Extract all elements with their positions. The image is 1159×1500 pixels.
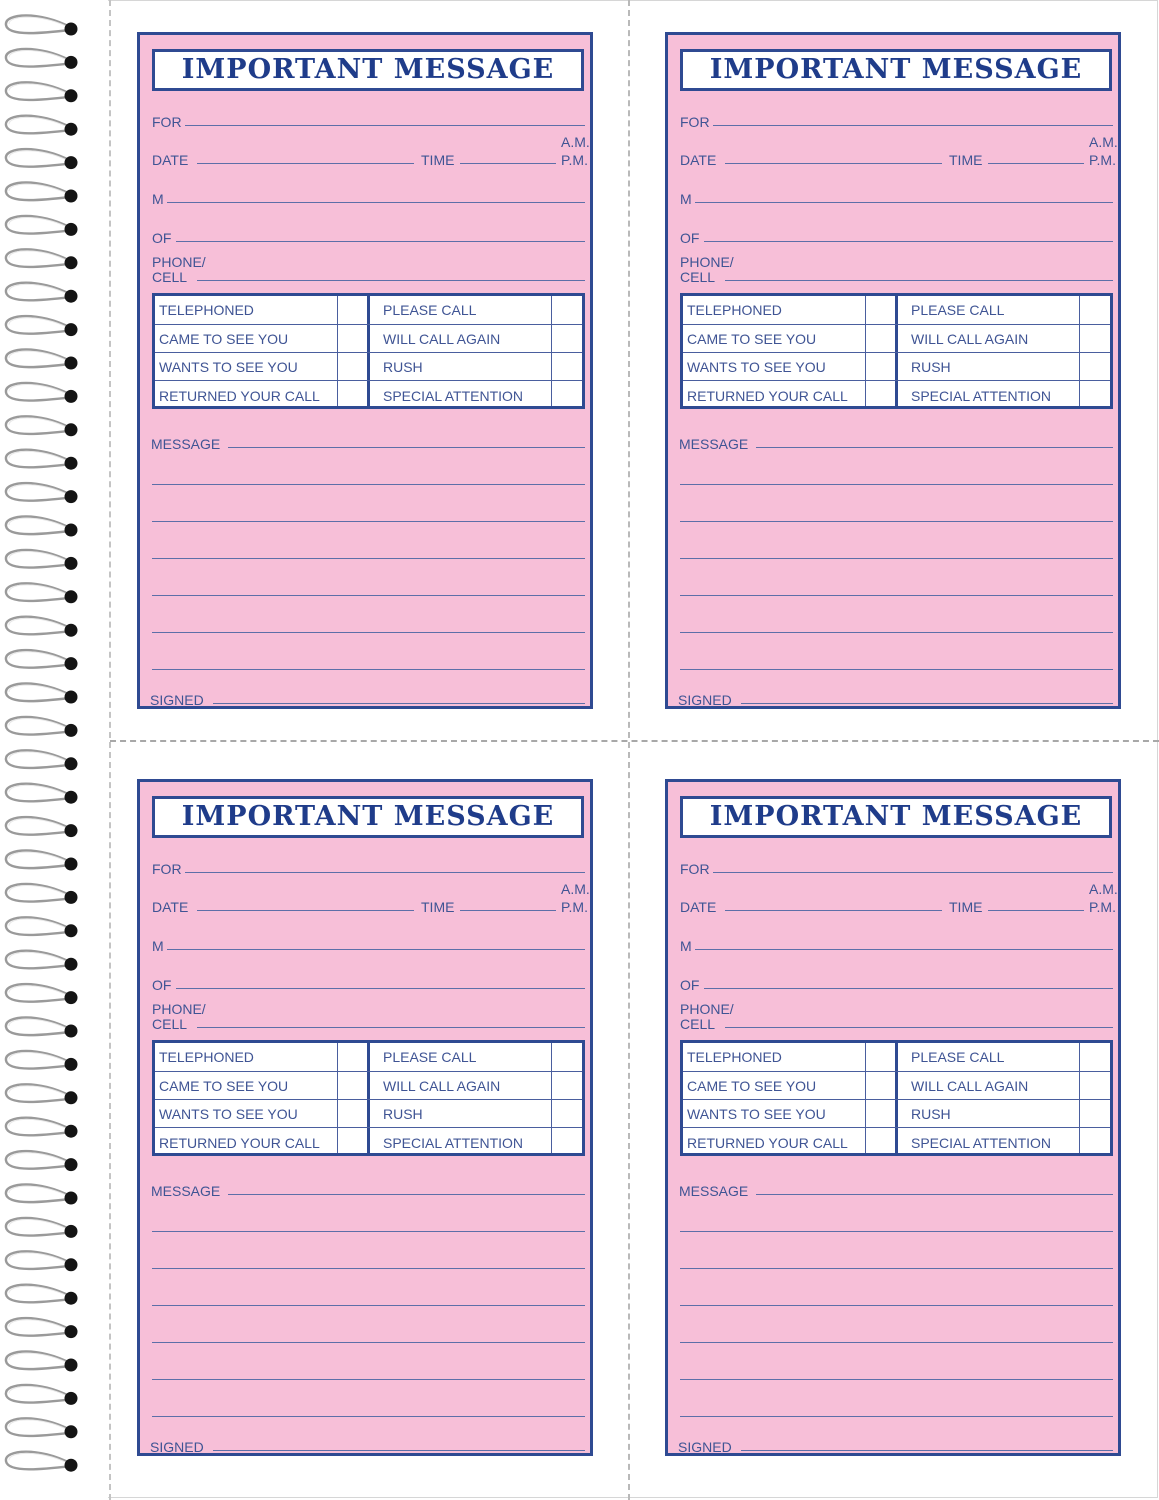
checkbox-label: WANTS TO SEE YOU	[687, 1106, 826, 1122]
grid-divider	[367, 296, 370, 406]
checkbox-box[interactable]	[552, 1043, 582, 1070]
spiral-coil	[6, 517, 78, 537]
spiral-coil	[6, 216, 78, 236]
checkbox-box[interactable]	[338, 1043, 366, 1070]
grid-row-divider	[155, 380, 582, 381]
checkbox-box[interactable]	[552, 380, 582, 407]
checkbox-label: WILL CALL AGAIN	[911, 330, 1029, 347]
checkbox-box[interactable]	[1080, 1099, 1110, 1126]
checkbox-box[interactable]	[866, 1099, 894, 1126]
checkbox-box[interactable]	[338, 1127, 366, 1154]
message-blank-line[interactable]	[680, 1231, 1113, 1232]
for-line[interactable]	[185, 125, 585, 126]
phone-label: PHONE/	[680, 254, 734, 270]
signed-label: SIGNED	[678, 1439, 732, 1455]
checkbox-label: RUSH	[911, 1106, 951, 1122]
message-line[interactable]	[756, 1194, 1113, 1195]
checkbox-label: CAME TO SEE YOU	[687, 1077, 817, 1094]
grid-row-divider	[683, 1099, 1110, 1100]
date-line[interactable]	[197, 163, 414, 164]
m-line[interactable]	[695, 949, 1113, 950]
spiral-coil	[6, 49, 78, 69]
spiral-coil	[6, 650, 78, 670]
checkbox-label: PLEASE CALL	[383, 1049, 477, 1065]
of-line[interactable]	[704, 988, 1113, 989]
checkbox-label: RETURNED YOUR CALL	[159, 387, 320, 404]
checkbox-box[interactable]	[1080, 1127, 1110, 1154]
grid-divider	[895, 296, 898, 406]
date-line[interactable]	[197, 910, 414, 911]
date-label: DATE	[680, 152, 717, 168]
signed-label: SIGNED	[150, 692, 204, 708]
perforation-horizontal	[110, 740, 1159, 742]
checkbox-label: TELEPHONED	[159, 302, 254, 318]
grid-row-divider	[155, 352, 582, 353]
spiral-coil	[6, 1018, 78, 1038]
spiral-coil	[6, 851, 78, 871]
checkbox-box[interactable]	[1080, 1071, 1110, 1098]
date-label: DATE	[680, 899, 717, 915]
spiral-coil	[6, 350, 78, 370]
signed-label: SIGNED	[150, 1439, 204, 1455]
cell-label: CELL	[680, 269, 716, 285]
signed-line[interactable]	[741, 703, 1113, 704]
message-blank-line[interactable]	[152, 1231, 585, 1232]
spiral-coil	[6, 717, 78, 737]
message-line[interactable]	[756, 447, 1113, 448]
signed-line[interactable]	[213, 703, 585, 704]
time-label: TIME	[421, 152, 455, 168]
spiral-coil	[6, 951, 78, 971]
spiral-coil	[6, 617, 78, 637]
perforation-vertical	[628, 0, 630, 1500]
message-blank-line[interactable]	[152, 669, 585, 670]
checkbox-label: WILL CALL AGAIN	[383, 330, 501, 347]
of-label: OF	[152, 230, 172, 246]
of-line[interactable]	[704, 241, 1113, 242]
signed-line[interactable]	[213, 1450, 585, 1451]
checkbox-box[interactable]	[1080, 380, 1110, 407]
spiral-coil	[6, 116, 78, 136]
spiral-coil	[6, 183, 78, 203]
for-label: FOR	[680, 114, 710, 130]
spiral-coil	[6, 82, 78, 102]
for-label: FOR	[152, 114, 182, 130]
am-label: A.M.	[1089, 134, 1118, 150]
checkbox-label: RUSH	[383, 1106, 423, 1122]
checkbox-box[interactable]	[1080, 324, 1110, 351]
grid-row-divider	[683, 1071, 1110, 1072]
spiral-coil	[6, 249, 78, 269]
m-label: M	[152, 191, 164, 207]
message-blank-line[interactable]	[152, 1342, 585, 1343]
checkbox-box[interactable]	[1080, 1043, 1110, 1070]
checkbox-box[interactable]	[866, 1043, 894, 1070]
checkbox-box[interactable]	[552, 296, 582, 323]
message-line[interactable]	[228, 1194, 585, 1195]
checkbox-label: WANTS TO SEE YOU	[687, 359, 826, 375]
spiral-coil	[6, 416, 78, 436]
checkbox-box[interactable]	[338, 352, 366, 379]
time-line[interactable]	[988, 910, 1084, 911]
checkbox-label: RETURNED YOUR CALL	[687, 1134, 848, 1151]
of-label: OF	[152, 977, 172, 993]
date-line[interactable]	[725, 910, 942, 911]
spiral-coil	[6, 984, 78, 1004]
time-label: TIME	[949, 152, 983, 168]
checkbox-label: PLEASE CALL	[383, 302, 477, 318]
time-line[interactable]	[460, 163, 556, 164]
cell-label: CELL	[680, 1016, 716, 1032]
spiral-coil	[6, 383, 78, 403]
spiral-coil	[6, 1418, 78, 1438]
phone-label: PHONE/	[152, 254, 206, 270]
checkbox-label: CAME TO SEE YOU	[159, 330, 289, 347]
message-blank-line[interactable]	[152, 484, 585, 485]
checkbox-grid	[680, 1040, 1113, 1156]
checkbox-label: RETURNED YOUR CALL	[159, 1134, 320, 1151]
phone-cell-line[interactable]	[725, 280, 1113, 281]
spiral-coil	[6, 16, 78, 36]
message-blank-line[interactable]	[152, 1305, 585, 1306]
checkbox-label: RETURNED YOUR CALL	[687, 387, 848, 404]
spiral-coil	[6, 1084, 78, 1104]
spiral-coil	[6, 316, 78, 336]
checkbox-label: SPECIAL ATTENTION	[911, 1134, 1052, 1151]
message-slip	[137, 779, 593, 1456]
checkbox-box[interactable]	[866, 1071, 894, 1098]
phone-label: PHONE/	[680, 1001, 734, 1017]
spiral-coil	[6, 550, 78, 570]
spiral-coil	[6, 1452, 78, 1472]
of-line[interactable]	[176, 241, 585, 242]
spiral-coil	[6, 149, 78, 169]
date-label: DATE	[152, 899, 189, 915]
phone-cell-line[interactable]	[197, 1027, 585, 1028]
grid-row-divider	[683, 380, 1110, 381]
signed-label: SIGNED	[678, 692, 732, 708]
checkbox-label: SPECIAL ATTENTION	[383, 1134, 524, 1151]
time-label: TIME	[421, 899, 455, 915]
message-blank-line[interactable]	[680, 558, 1113, 559]
checkbox-box[interactable]	[338, 1071, 366, 1098]
of-line[interactable]	[176, 988, 585, 989]
checkbox-grid	[152, 1040, 585, 1156]
pm-label: P.M.	[1089, 152, 1116, 168]
spiral-coil	[6, 450, 78, 470]
grid-row-divider	[155, 1071, 582, 1072]
spiral-coil	[6, 1151, 78, 1171]
slip-title: IMPORTANT MESSAGE	[680, 796, 1112, 838]
message-blank-line[interactable]	[680, 595, 1113, 596]
m-line[interactable]	[167, 949, 585, 950]
checkbox-label: PLEASE CALL	[911, 1049, 1005, 1065]
for-label: FOR	[680, 861, 710, 877]
am-label: A.M.	[561, 134, 590, 150]
m-label: M	[680, 938, 692, 954]
checkbox-label: WANTS TO SEE YOU	[159, 359, 298, 375]
message-blank-line[interactable]	[152, 1268, 585, 1269]
message-blank-line[interactable]	[680, 1379, 1113, 1380]
checkbox-box[interactable]	[552, 1071, 582, 1098]
spiral-coil	[6, 784, 78, 804]
spiral-coil	[6, 483, 78, 503]
checkbox-label: RUSH	[911, 359, 951, 375]
time-label: TIME	[949, 899, 983, 915]
checkbox-label: SPECIAL ATTENTION	[383, 387, 524, 404]
message-blank-line[interactable]	[152, 632, 585, 633]
phone-cell-line[interactable]	[197, 280, 585, 281]
time-line[interactable]	[460, 910, 556, 911]
checkbox-label: CAME TO SEE YOU	[687, 330, 817, 347]
checkbox-label: WILL CALL AGAIN	[911, 1077, 1029, 1094]
grid-row-divider	[683, 324, 1110, 325]
spiral-coil	[6, 1318, 78, 1338]
message-blank-line[interactable]	[152, 1416, 585, 1417]
spiral-coil	[6, 1251, 78, 1271]
message-slip	[665, 779, 1121, 1456]
checkbox-box[interactable]	[1080, 296, 1110, 323]
checkbox-box[interactable]	[1080, 352, 1110, 379]
checkbox-box[interactable]	[866, 352, 894, 379]
slip-title: IMPORTANT MESSAGE	[680, 49, 1112, 91]
message-blank-line[interactable]	[152, 558, 585, 559]
checkbox-label: WANTS TO SEE YOU	[159, 1106, 298, 1122]
checkbox-box[interactable]	[866, 296, 894, 323]
grid-row-divider	[683, 1127, 1110, 1128]
checkbox-label: RUSH	[383, 359, 423, 375]
pm-label: P.M.	[561, 152, 588, 168]
checkbox-grid	[680, 293, 1113, 409]
checkbox-label: PLEASE CALL	[911, 302, 1005, 318]
message-label: MESSAGE	[679, 436, 749, 452]
spiral-coil	[6, 1218, 78, 1238]
cell-label: CELL	[152, 269, 188, 285]
message-blank-line[interactable]	[152, 521, 585, 522]
checkbox-box[interactable]	[338, 380, 366, 407]
spiral-coil	[6, 884, 78, 904]
perforation-left	[109, 0, 111, 1500]
checkbox-grid	[152, 293, 585, 409]
slip-title: IMPORTANT MESSAGE	[152, 49, 584, 91]
message-slip	[137, 32, 593, 709]
checkbox-box[interactable]	[552, 352, 582, 379]
date-line[interactable]	[725, 163, 942, 164]
grid-row-divider	[155, 324, 582, 325]
am-label: A.M.	[561, 881, 590, 897]
grid-divider	[367, 1043, 370, 1153]
checkbox-box[interactable]	[866, 1127, 894, 1154]
checkbox-box[interactable]	[338, 296, 366, 323]
checkbox-label: TELEPHONED	[687, 1049, 782, 1065]
checkbox-box[interactable]	[338, 1099, 366, 1126]
checkbox-label: CAME TO SEE YOU	[159, 1077, 289, 1094]
spiral-coil	[6, 1185, 78, 1205]
pm-label: P.M.	[1089, 899, 1116, 915]
cell-label: CELL	[152, 1016, 188, 1032]
of-label: OF	[680, 977, 700, 993]
checkbox-label: WILL CALL AGAIN	[383, 1077, 501, 1094]
date-label: DATE	[152, 152, 189, 168]
m-label: M	[680, 191, 692, 207]
checkbox-label: SPECIAL ATTENTION	[911, 387, 1052, 404]
message-blank-line[interactable]	[680, 484, 1113, 485]
checkbox-box[interactable]	[552, 1127, 582, 1154]
for-line[interactable]	[185, 872, 585, 873]
message-blank-line[interactable]	[680, 1305, 1113, 1306]
checkbox-label: TELEPHONED	[159, 1049, 254, 1065]
for-line[interactable]	[713, 125, 1113, 126]
m-label: M	[152, 938, 164, 954]
message-blank-line[interactable]	[680, 521, 1113, 522]
message-slip	[665, 32, 1121, 709]
m-line[interactable]	[167, 202, 585, 203]
message-blank-line[interactable]	[680, 1416, 1113, 1417]
checkbox-box[interactable]	[866, 380, 894, 407]
checkbox-box[interactable]	[338, 324, 366, 351]
spiral-binding	[0, 0, 90, 1500]
spiral-coil	[6, 917, 78, 937]
message-label: MESSAGE	[151, 436, 221, 452]
am-label: A.M.	[1089, 881, 1118, 897]
spiral-coil	[6, 283, 78, 303]
pm-label: P.M.	[561, 899, 588, 915]
message-blank-line[interactable]	[152, 1379, 585, 1380]
checkbox-box[interactable]	[552, 324, 582, 351]
for-label: FOR	[152, 861, 182, 877]
spiral-coil	[6, 1352, 78, 1372]
spiral-coil	[6, 750, 78, 770]
m-line[interactable]	[695, 202, 1113, 203]
checkbox-box[interactable]	[552, 1099, 582, 1126]
spiral-coil	[6, 1385, 78, 1405]
message-label: MESSAGE	[679, 1183, 749, 1199]
message-blank-line[interactable]	[680, 1268, 1113, 1269]
for-line[interactable]	[713, 872, 1113, 873]
spiral-coil	[6, 1118, 78, 1138]
message-blank-line[interactable]	[680, 669, 1113, 670]
of-label: OF	[680, 230, 700, 246]
grid-row-divider	[155, 1127, 582, 1128]
spiral-coil	[6, 1285, 78, 1305]
spiral-coil	[6, 684, 78, 704]
grid-row-divider	[683, 352, 1110, 353]
time-line[interactable]	[988, 163, 1084, 164]
spiral-coil	[6, 1051, 78, 1071]
message-blank-line[interactable]	[680, 632, 1113, 633]
grid-row-divider	[155, 1099, 582, 1100]
message-blank-line[interactable]	[152, 595, 585, 596]
phone-cell-line[interactable]	[725, 1027, 1113, 1028]
slip-title: IMPORTANT MESSAGE	[152, 796, 584, 838]
spiral-coil	[6, 583, 78, 603]
phone-label: PHONE/	[152, 1001, 206, 1017]
message-label: MESSAGE	[151, 1183, 221, 1199]
message-blank-line[interactable]	[680, 1342, 1113, 1343]
signed-line[interactable]	[741, 1450, 1113, 1451]
spiral-coil	[6, 817, 78, 837]
checkbox-box[interactable]	[866, 324, 894, 351]
message-line[interactable]	[228, 447, 585, 448]
grid-divider	[895, 1043, 898, 1153]
checkbox-label: TELEPHONED	[687, 302, 782, 318]
